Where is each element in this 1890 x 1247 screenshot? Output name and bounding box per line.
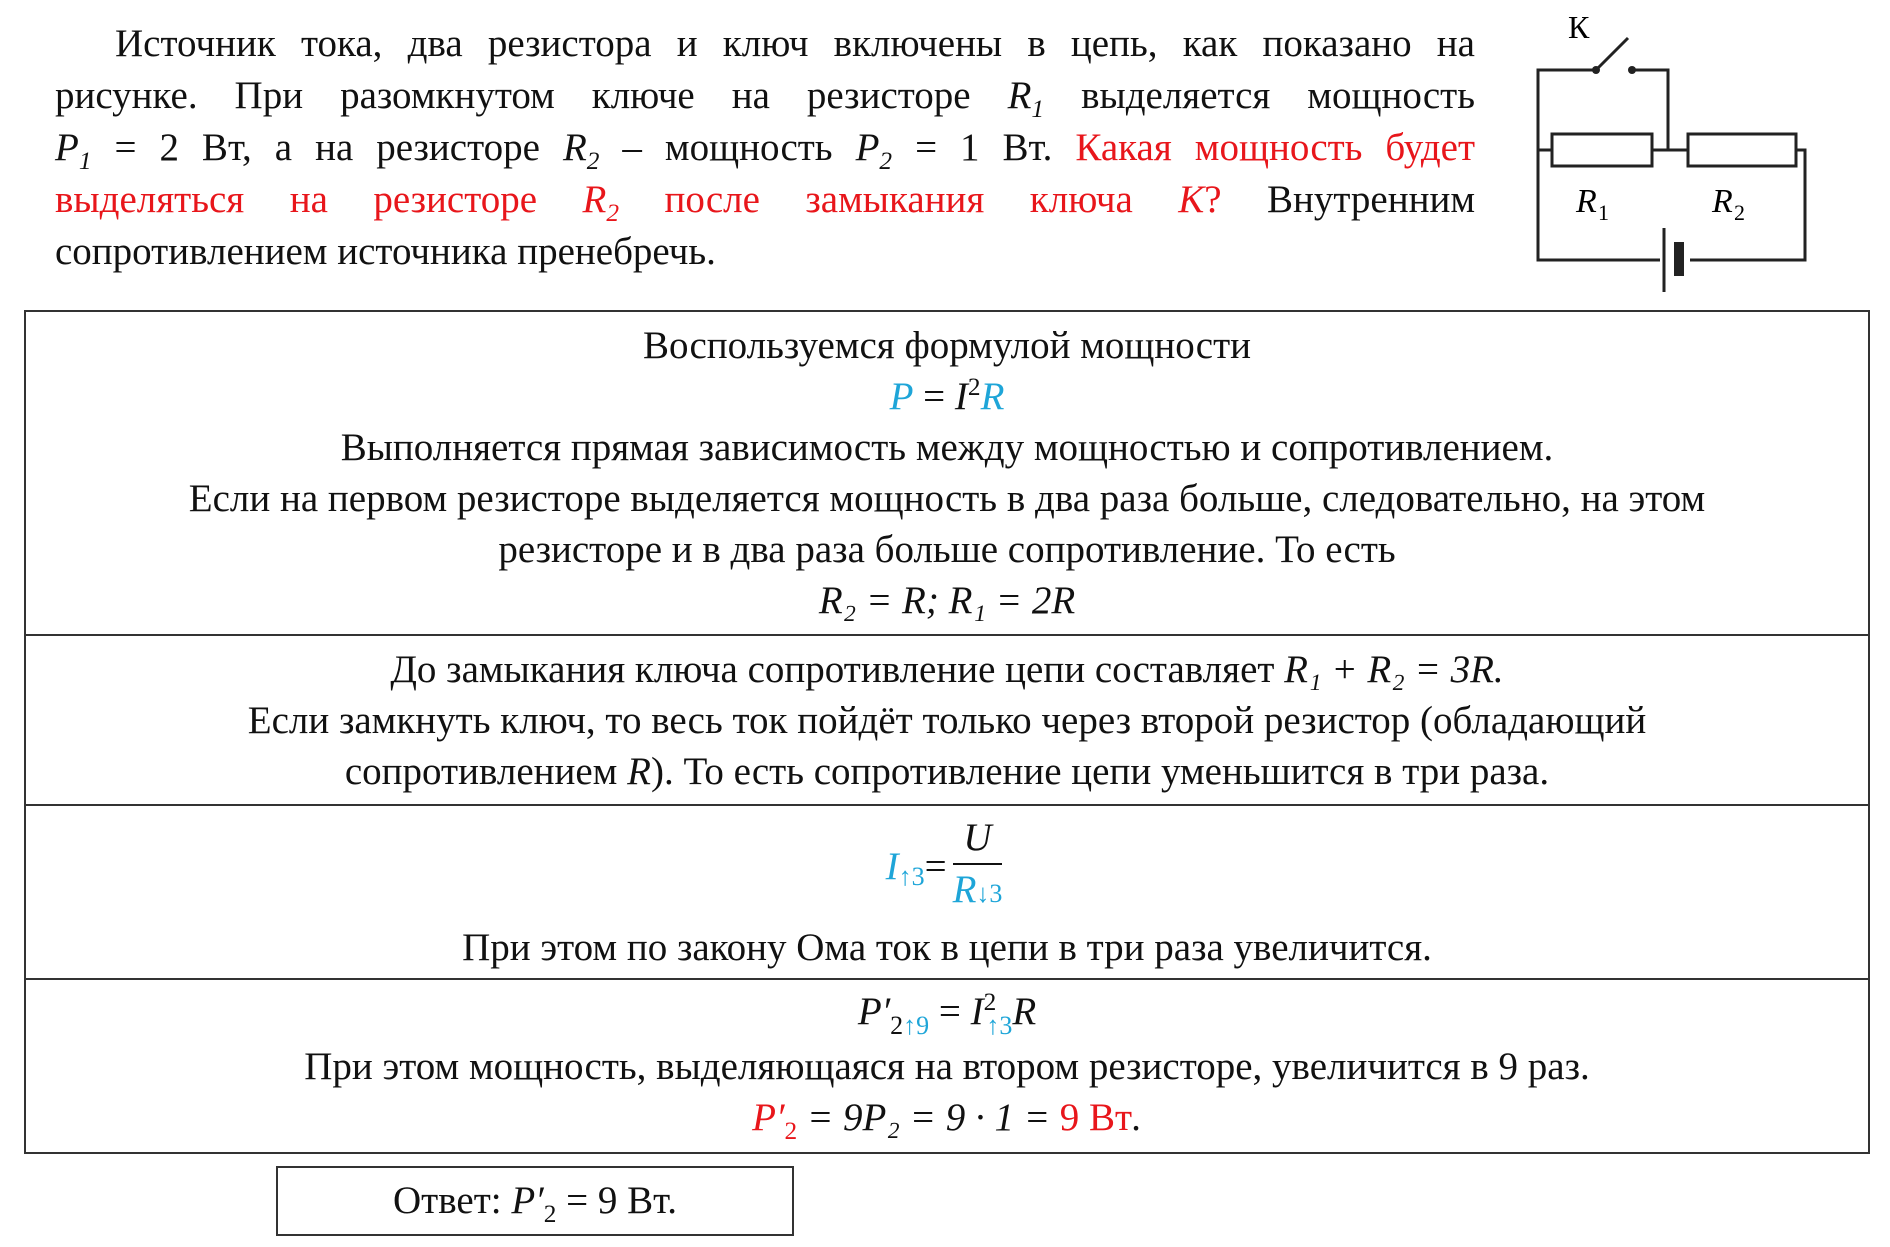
question-text-2: выделяться на резисторе (55, 178, 538, 221)
symbol-r1 (1007, 74, 1045, 123)
problem-line-2 (55, 70, 1475, 122)
r2-label: R (1712, 183, 1733, 220)
row2-line-1 (26, 644, 1868, 695)
row2-formula: R₁ + R₂ = 3R. (1284, 648, 1504, 691)
key-contact-right (1628, 66, 1636, 74)
row1-text-3: резисторе и в два раза больше сопротивление. То есть (498, 528, 1396, 571)
current-subscript: ↑3 (898, 861, 925, 891)
solution-row-ohms-law (26, 804, 1868, 978)
answer-subscript: 2 (543, 1199, 557, 1228)
symbol-p: P (855, 126, 880, 169)
symbol-r: R (562, 126, 587, 169)
power-arrow-subscript: ↑9 (903, 1011, 930, 1040)
final-dot: . (1132, 1096, 1142, 1139)
ohms-law-formula (26, 810, 1868, 922)
subscript-1: 1 (78, 146, 92, 175)
answer-label: Ответ: (393, 1179, 502, 1222)
symbol-p2 (855, 126, 893, 175)
ohms-eq: = (924, 844, 947, 888)
rhs-exp: 2 (983, 988, 997, 1016)
final-power-symbol: P′ (752, 1096, 785, 1139)
question-mark: ? (1204, 178, 1222, 221)
row2-text-1a: До замыкания ключа сопротивление цепи составляет (390, 648, 1275, 691)
r1-label: R (1576, 183, 1597, 220)
symbol-p: P (55, 126, 79, 169)
power-eq: = (929, 990, 971, 1033)
solution-row-power-formula (26, 312, 1868, 634)
problem-line-1 (55, 18, 1475, 70)
final-calculation (26, 1092, 1868, 1143)
key-contact-left (1592, 66, 1600, 74)
problem-text-3c: = 1 Вт. (915, 126, 1053, 169)
solution-row-resistance (26, 634, 1868, 804)
problem-statement (55, 18, 1475, 278)
question-text-3: после замыкания ключа (664, 178, 1133, 221)
symbol-r: R (582, 178, 607, 221)
symbol-p1 (55, 126, 92, 175)
circuit-diagram (1500, 10, 1830, 300)
rhs-current: I (970, 990, 984, 1033)
symbol-r: R (1007, 74, 1032, 117)
denominator-r: R (952, 868, 977, 911)
answer-box (276, 1166, 794, 1236)
power-change-formula (26, 986, 1868, 1041)
symbol-r2-red (582, 178, 620, 227)
row2-text-3b: ). То есть сопротивление цепи уменьшится в три раза. (650, 750, 1550, 793)
problem-text-5: сопротивлением источника пренебречь. (55, 230, 716, 273)
solution-table (24, 310, 1870, 1154)
fraction-numerator: U (953, 813, 1003, 865)
symbol-r2 (562, 126, 600, 175)
problem-text-1: Источник тока, два резистора и ключ включены в цепь, как показано на (115, 22, 1475, 65)
row2-symbol-r: R (627, 750, 651, 793)
solution-row-final-power (26, 978, 1868, 1152)
problem-line-3 (55, 122, 1475, 174)
problem-text-2b: выделяется мощность (1081, 74, 1475, 117)
row4-text: При этом мощность, выделяющаяся на втором резисторе, увеличится в 9 раз. (304, 1045, 1590, 1088)
subscript-1: 1 (1031, 94, 1045, 123)
rhs-r: R (1012, 990, 1037, 1033)
formula-r: R (980, 375, 1005, 418)
power-prime: P′ (857, 990, 891, 1033)
key-label: К (1568, 10, 1590, 45)
subscript-2: 2 (586, 146, 600, 175)
symbol-k: K (1178, 178, 1205, 221)
battery-short-plate (1674, 242, 1684, 276)
row2-line-3 (26, 746, 1868, 797)
problem-line-5 (55, 226, 1475, 278)
r2-subscript: 2 (1734, 200, 1745, 225)
problem-text-4: Внутренним (1267, 178, 1476, 221)
current-symbol: I (885, 844, 899, 888)
problem-line-4 (55, 174, 1475, 226)
key-blade (1596, 38, 1628, 70)
row1-result: R₂ = R; R₁ = 2R (818, 579, 1076, 622)
question-text-1: Какая мощность будет (1075, 126, 1476, 169)
problem-text-2a: рисунке. При разомкнутом ключе на резисторе (55, 74, 971, 117)
formula-i: I (954, 375, 968, 418)
final-power-subscript: 2 (784, 1116, 798, 1145)
rhs-subscript: ↑3 (986, 1011, 1013, 1040)
final-value: 9 Вт (1059, 1096, 1133, 1139)
power-prime-subscript: 2 (890, 1011, 904, 1040)
row3-text: При этом по закону Ома ток в цепи в три раза увеличится. (462, 926, 1432, 969)
row1-text-2: Если на первом резисторе выделяется мощность в два раза больше, следовательно, на этом (188, 477, 1706, 520)
resistor-r2 (1688, 134, 1796, 166)
ohms-fraction (953, 813, 1003, 919)
row1-intro: Воспользуемся формулой мощности (643, 324, 1251, 367)
subscript-2: 2 (606, 198, 620, 227)
row2-text-2: Если замкнуть ключ, то весь ток пойдёт только через второй резистор (обладающий (247, 699, 1647, 742)
subscript-2: 2 (879, 146, 893, 175)
problem-text-3b: – мощность (622, 126, 833, 169)
row1-text-1: Выполняется прямая зависимость между мощностью и сопротивлением. (340, 426, 1554, 469)
formula-exp: 2 (967, 373, 981, 401)
formula-p: P (889, 375, 914, 418)
resistor-r1 (1552, 134, 1652, 166)
fraction-denominator (953, 865, 1003, 919)
final-mid: = 9P₂ = 9 · 1 = (797, 1096, 1060, 1139)
row2-text-3a: сопротивлением (344, 750, 618, 793)
answer-value: = 9 Вт. (556, 1179, 677, 1222)
formula-eq: = (913, 375, 955, 418)
problem-text-3a: = 2 Вт, а на резисторе (114, 126, 540, 169)
answer-symbol: P′ (511, 1179, 544, 1222)
denominator-subscript: ↓3 (976, 879, 1003, 908)
power-formula (26, 371, 1868, 422)
r1-subscript: 1 (1598, 200, 1609, 225)
